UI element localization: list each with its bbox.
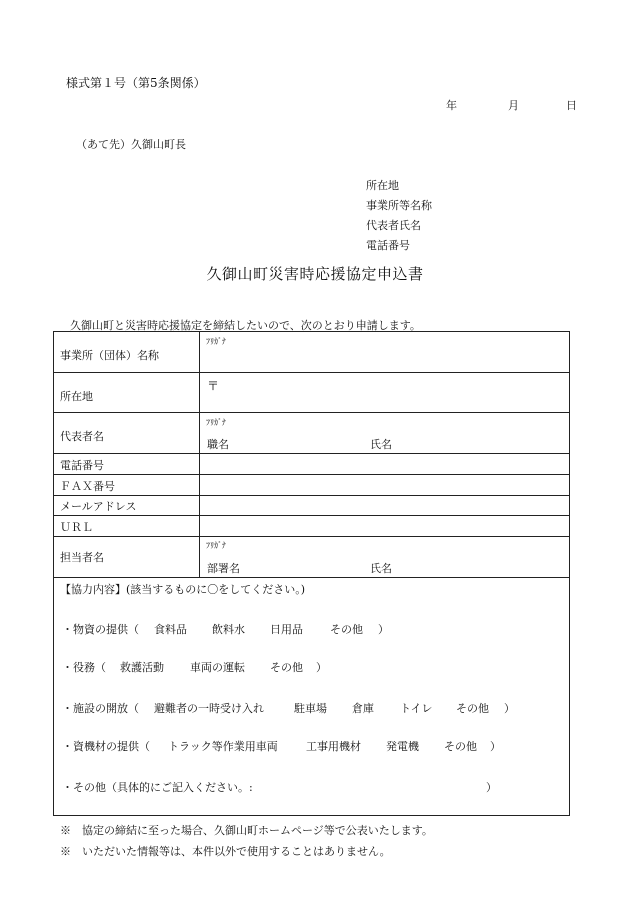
other-details-field[interactable]	[264, 777, 484, 793]
representative-title-label: 職名	[207, 438, 229, 451]
goods-close: ）	[378, 623, 389, 636]
equipment-label: ・資機材の提供（	[62, 740, 150, 753]
row-divider	[54, 453, 569, 454]
contact-department-label: 部署名	[207, 562, 240, 575]
option-equipment-other[interactable]: その他	[444, 740, 477, 753]
cooperation-heading: 【協力内容】(該当するものに〇をしてください。)	[60, 583, 306, 596]
option-toilet[interactable]: トイレ	[400, 702, 433, 715]
url-label: ＵＲＬ	[60, 521, 93, 534]
row-divider	[54, 372, 569, 373]
goods-label: ・物資の提供（	[62, 623, 139, 636]
phone-field[interactable]	[206, 456, 564, 472]
fax-label: ＦＡＸ番号	[60, 480, 115, 493]
row-divider	[54, 412, 569, 413]
phone-label: 電話番号	[60, 459, 104, 472]
other-label: ・その他（具体的にご記入ください。:	[62, 781, 253, 794]
date-year-label: 年	[446, 99, 457, 112]
services-close: ）	[316, 661, 327, 674]
addressee: （あて先）久御山町長	[76, 138, 186, 151]
option-food[interactable]: 食料品	[154, 623, 187, 636]
application-form-table	[53, 331, 570, 816]
option-services-other[interactable]: その他	[270, 661, 303, 674]
services-label: ・役務（	[62, 661, 106, 674]
intro-text: 久御山町と災害時応援協定を締結したいので、次のとおり申請します。	[70, 319, 421, 332]
representative-name-label: 氏名	[370, 438, 392, 451]
option-relief-activities[interactable]: 救護活動	[120, 661, 164, 674]
note-publication: ※ 協定の締結に至った場合、久御山町ホームページ等で公表いたします。	[60, 824, 433, 837]
address-label: 所在地	[60, 390, 93, 403]
office-name-furigana-label: ﾌﾘｶﾞﾅ	[206, 337, 226, 346]
option-construction-equipment[interactable]: 工事用機材	[306, 740, 361, 753]
applicant-phone-label: 電話番号	[366, 239, 410, 252]
applicant-representative-label: 代表者氏名	[366, 219, 421, 232]
email-label: メールアドレス	[60, 500, 137, 513]
row-divider	[54, 495, 569, 496]
option-generator[interactable]: 発電機	[386, 740, 419, 753]
option-drinking-water[interactable]: 飲料水	[212, 623, 245, 636]
option-goods-other[interactable]: その他	[330, 623, 363, 636]
option-vehicle-driving[interactable]: 車両の運転	[190, 661, 245, 674]
office-name-field[interactable]	[206, 352, 564, 368]
option-daily-goods[interactable]: 日用品	[270, 623, 303, 636]
row-divider	[54, 536, 569, 537]
row-divider	[54, 577, 569, 578]
option-trucks[interactable]: トラック等作業用車両	[168, 740, 278, 753]
note-privacy: ※ いただいた情報等は、本件以外で使用することはありません。	[60, 845, 391, 858]
option-parking[interactable]: 駐車場	[294, 702, 327, 715]
applicant-office-name-label: 事業所等名称	[366, 199, 432, 212]
fax-field[interactable]	[206, 477, 564, 493]
url-field[interactable]	[206, 518, 564, 534]
facilities-label: ・施設の開放（	[62, 702, 139, 715]
other-close: ）	[486, 781, 497, 794]
row-divider	[54, 515, 569, 516]
address-field[interactable]	[206, 392, 564, 408]
option-evacuee-acceptance[interactable]: 避難者の一時受け入れ	[154, 702, 264, 715]
representative-furigana-label: ﾌﾘｶﾞﾅ	[206, 418, 226, 427]
contact-name-label: 氏名	[370, 562, 392, 575]
contact-person-label: 担当者名	[60, 551, 104, 564]
email-field[interactable]	[206, 497, 564, 513]
document-title: 久御山町災害時応援協定申込書	[206, 265, 424, 283]
contact-furigana-label: ﾌﾘｶﾞﾅ	[206, 541, 226, 550]
form-number: 様式第１号（第5条関係）	[66, 76, 206, 90]
applicant-address-label: 所在地	[366, 179, 399, 192]
facilities-close: ）	[504, 702, 515, 715]
postal-mark: 〒	[207, 379, 220, 393]
representative-label: 代表者名	[60, 430, 104, 443]
date-month-label: 月	[508, 99, 519, 112]
option-facilities-other[interactable]: その他	[456, 702, 489, 715]
date-day-label: 日	[566, 99, 577, 112]
row-divider	[54, 474, 569, 475]
office-name-label: 事業所（団体）名称	[60, 349, 159, 362]
column-divider	[199, 332, 200, 577]
equipment-close: ）	[490, 740, 501, 753]
option-warehouse[interactable]: 倉庫	[352, 702, 374, 715]
